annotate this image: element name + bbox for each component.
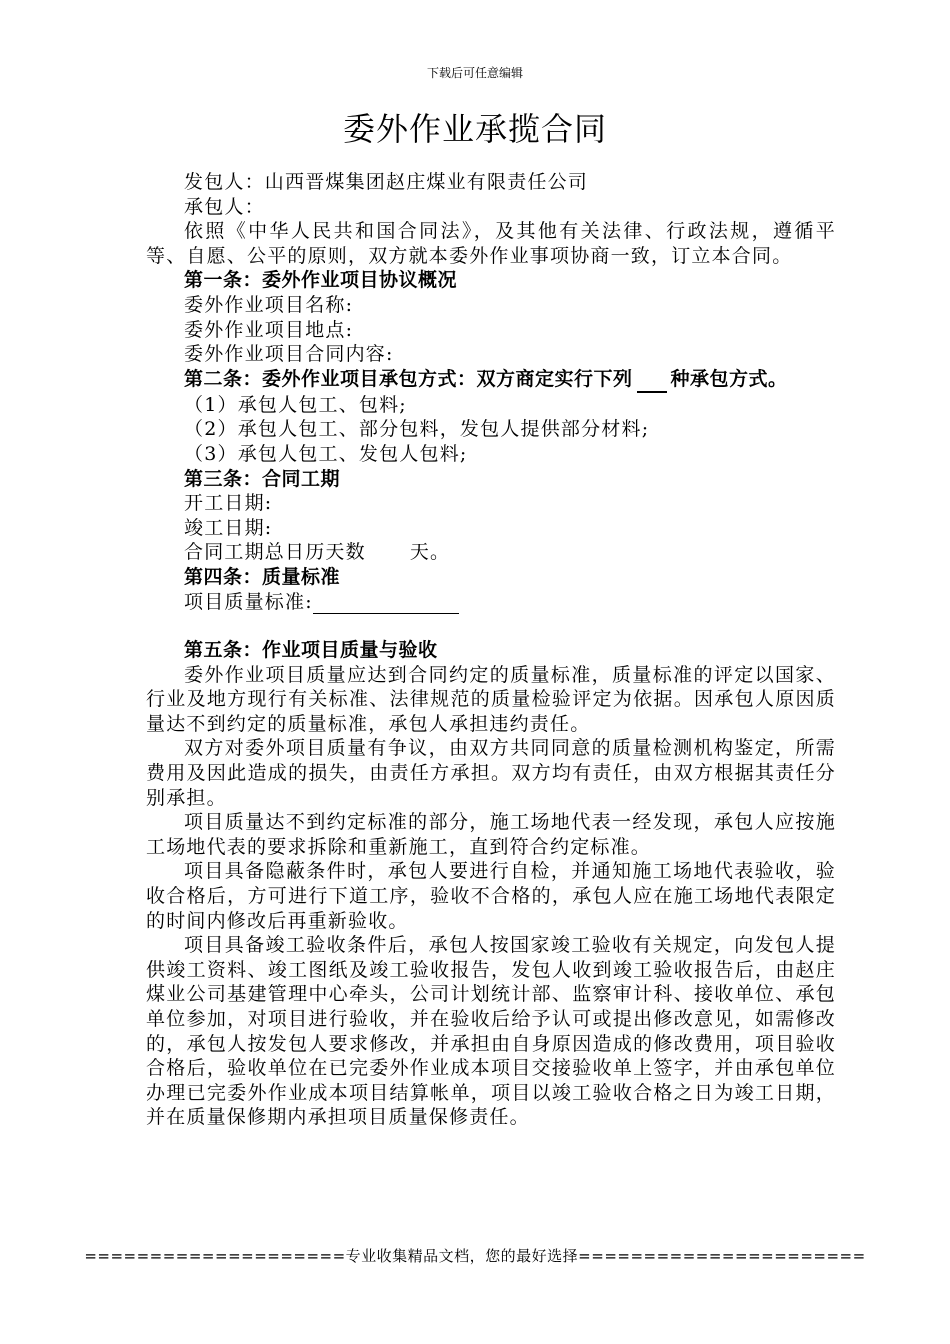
list-item: （3）承包人包工、发包人包料;	[184, 442, 468, 465]
article-5-heading: 第五条：作业项目质量与验收	[184, 639, 438, 662]
header-note: 下载后可任意编辑	[426, 66, 523, 80]
paragraph: 委外作业项目质量应达到合同约定的质量标准，质量标准的评定以国家、行业及地方现行有关标准、法律规范的质量检验评定为依据。因承包人原因质量达不到约定的质量标准，承包人承担违约责任。	[146, 663, 836, 735]
start-date-line: 开工日期:	[184, 492, 273, 515]
list-item: （2）承包人包工、部分包料，发包人提供部分材料;	[184, 418, 650, 441]
article-2-heading	[146, 367, 836, 393]
contractor-line: 承包人：	[184, 195, 265, 218]
document-title: 委外作业承揽合同	[342, 110, 607, 148]
article-2-heading-a: 第二条：委外作业项目承包方式：双方商定实行下列	[184, 367, 633, 390]
paragraph: 项目质量达不到约定标准的部分，施工场地代表一经发现，承包人应按施工场地代表的要求拆除和重新施工，直到符合约定标准。	[146, 811, 836, 858]
footer-note: ====================专业收集精品文档，您的最好选择======================	[84, 1247, 866, 1265]
list-item: （1）承包人包工、包料;	[184, 393, 407, 416]
blank-underline	[313, 595, 459, 614]
paragraph: 项目具备竣工验收条件后，承包人按国家竣工验收有关规定，向发包人提供竣工资料、竣工图纸及竣工验收报告，发包人收到竣工验收报告后，由赵庄煤业公司基建管理中心牵头，公司计划统计部、监察审计科、接收单位、承包单位参加，对项目进行验收，并在验收后给予认可或提出修改意见，如需修改的，承包人按发包人要求修改，并承担由自身原因造成的修改费用，项目验收合格后，验收单位在已完委外作业成本项目交接验收单上签字，并由承包单位办理已完委外作业成本项目结算帐单，项目以竣工验收合格之日为竣工日期，并在质量保修期内承担项目质量保修责任。	[146, 934, 836, 1129]
intro-paragraph: 依照《中华人民共和国合同法》，及其他有关法律、行政法规，遵循平等、自愿、公平的原则，双方就本委外作业事项协商一致，订立本合同。	[146, 220, 836, 267]
article-3-heading: 第三条：合同工期	[184, 467, 341, 490]
paragraph: 双方对委外项目质量有争议，由双方共同同意的质量检测机构鉴定，所需费用及因此造成的损失，由责任方承担。双方均有责任，由双方根据其责任分别承担。	[146, 737, 836, 809]
article-1-heading: 第一条：委外作业项目协议概况	[184, 269, 458, 292]
quality-standard-line	[146, 590, 836, 615]
article-2-heading-b: 种承包方式。	[670, 367, 788, 390]
blank-underline	[637, 367, 667, 393]
article-4-heading: 第四条：质量标准	[184, 565, 341, 588]
project-place-line: 委外作业项目地点:	[184, 318, 354, 341]
total-days-unit: 天。	[409, 541, 451, 564]
quality-standard-label: 项目质量标准:	[184, 590, 313, 613]
contract-body	[146, 170, 836, 1130]
project-content-line: 委外作业项目合同内容:	[184, 343, 394, 366]
paragraph: 项目具备隐蔽条件时，承包人要进行自检，并通知施工场地代表验收，验收合格后，方可进行下道工序，验收不合格的，承包人应在施工场地代表限定的时间内修改后再重新验收。	[146, 860, 836, 932]
total-days-line	[146, 540, 836, 565]
total-days-label: 合同工期总日历天数	[184, 541, 366, 564]
employer-line: 发包人：山西晋煤集团赵庄煤业有限责任公司	[184, 171, 589, 193]
end-date-line: 竣工日期:	[184, 516, 273, 539]
project-name-line: 委外作业项目名称:	[184, 293, 354, 316]
